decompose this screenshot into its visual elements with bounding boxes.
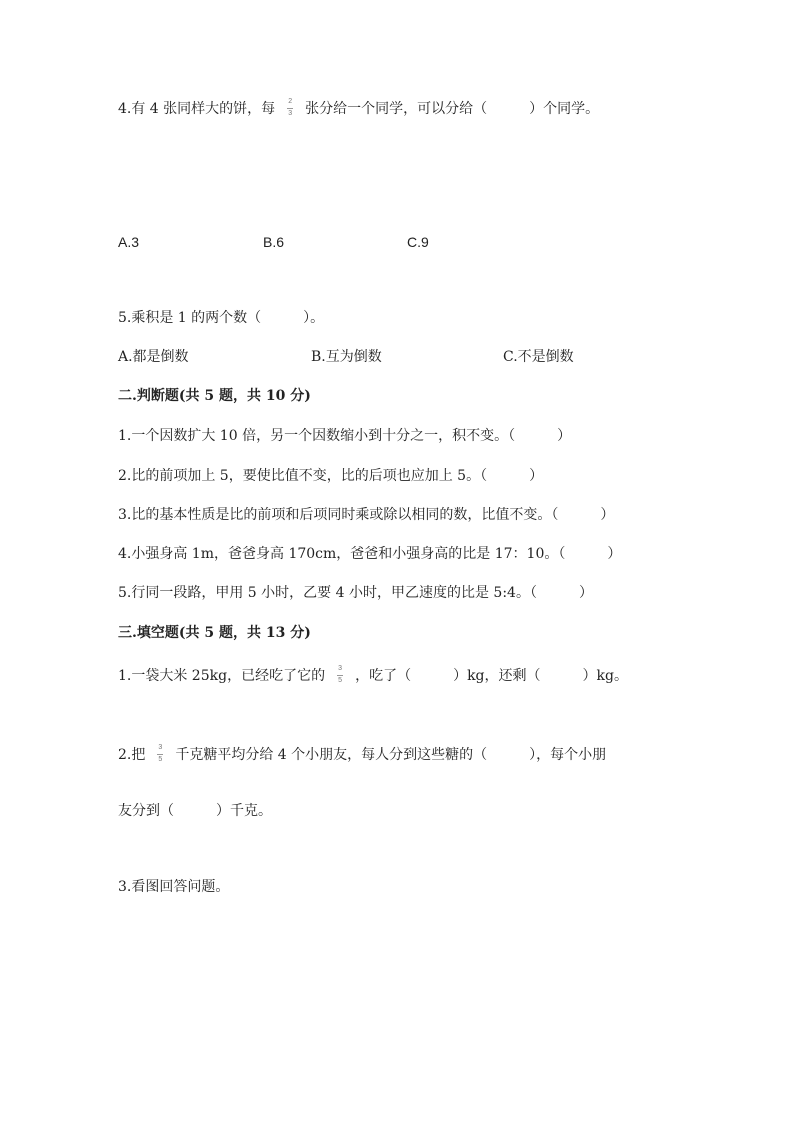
section-3-heading: 三.填空题(共 5 题，共 13 分) (118, 625, 311, 641)
judgement-item-5: 5.行同一段路，甲用 5 小时，乙要 4 小时，甲乙速度的比是 5:4。（ ） (118, 585, 593, 601)
fraction-three-fifths (335, 663, 345, 689)
fill-question-1-text-a: 1.一袋大米 25kg，已经吃了它的 (118, 668, 326, 684)
question-4-text-a: 4.有 4 张同样大的饼，每 (118, 101, 276, 117)
fill-question-2-continued: 友分到（ ）千克。 (118, 803, 272, 819)
fraction-denominator: 5 (338, 677, 343, 684)
fraction-bar (287, 108, 293, 109)
fill-question-1 (118, 663, 628, 683)
fraction-two-thirds (285, 96, 295, 122)
fraction-bar (337, 675, 343, 676)
fraction-denominator: 3 (288, 110, 293, 117)
fraction-denominator: 5 (158, 756, 163, 763)
question-5-option-b: B.互为倒数 (311, 349, 382, 365)
section-2-heading: 二.判断题(共 5 题，共 10 分) (118, 388, 311, 404)
question-5: 5.乘积是 1 的两个数（ ）。 (118, 310, 325, 326)
judgement-item-3: 3.比的基本性质是比的前项和后项同时乘或除以相同的数，比值不变。（ ） (118, 507, 615, 523)
fill-question-2 (118, 742, 606, 762)
question-4-option-c: C.9 (407, 234, 429, 250)
fraction-bar (157, 754, 163, 755)
judgement-item-1: 1.一个因数扩大 10 倍，另一个因数缩小到十分之一，积不变。（ ） (118, 428, 572, 444)
question-4-text-b: 张分给一个同学，可以分给（ ）个同学。 (305, 101, 600, 117)
fraction-numerator: 2 (288, 98, 293, 105)
judgement-item-2: 2.比的前项加上 5，要使比值不变，比的后项也应加上 5。（ ） (118, 468, 544, 484)
question-4-option-b: B.6 (263, 234, 285, 250)
question-5-option-a: A.都是倒数 (118, 349, 189, 365)
question-4 (118, 96, 599, 116)
fraction-numerator: 3 (158, 744, 163, 751)
question-4-option-a: A.3 (118, 234, 140, 250)
fill-question-1-text-b: ，吃了（ ）kg，还剩（ ）kg。 (355, 668, 628, 684)
question-5-option-c: C.不是倒数 (503, 349, 574, 365)
fraction-numerator: 3 (338, 665, 343, 672)
fill-question-3: 3.看图回答问题。 (118, 879, 230, 895)
fill-question-2-text-b: 千克糖平均分给 4 个小朋友，每人分到这些糖的（ ），每个小朋 (175, 747, 607, 763)
judgement-item-4: 4.小强身高 1m，爸爸身高 170cm，爸爸和小强身高的比是 17：10。（ ） (118, 546, 622, 562)
fill-question-2-text-a: 2.把 (118, 747, 146, 763)
fraction-three-fifths (155, 742, 165, 768)
